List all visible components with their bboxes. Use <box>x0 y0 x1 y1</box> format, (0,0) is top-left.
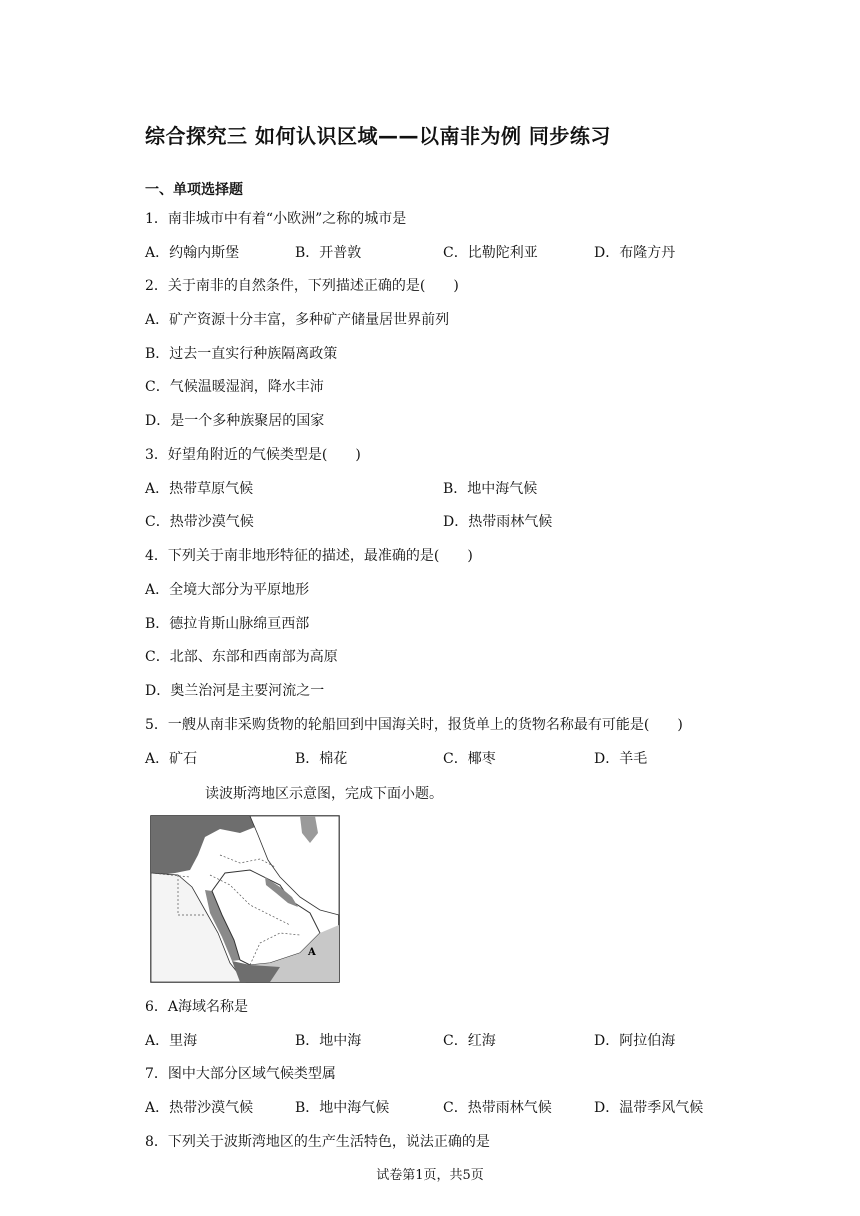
option: D．奥兰治河是主要河流之一 <box>145 683 325 699</box>
option: A．矿产资源十分丰富，多种矿产储量居世界前列 <box>145 312 450 328</box>
option: B．地中海气候 <box>443 481 538 497</box>
question-stem: 4．下列关于南非地形特征的描述，最准确的是( ) <box>145 548 473 564</box>
option: D．布隆方丹 <box>594 245 676 261</box>
option: A．全境大部分为平原地形 <box>145 582 310 598</box>
option: C．北部、东部和西南部为高原 <box>145 649 338 665</box>
question-stem: 8．下列关于波斯湾地区的生产生活特色，说法正确的是 <box>145 1134 490 1150</box>
option: A．热带沙漠气候 <box>145 1100 254 1116</box>
option: D．羊毛 <box>594 751 648 767</box>
option: D．是一个多种族聚居的国家 <box>145 413 325 429</box>
option: B．开普敦 <box>295 245 362 261</box>
question-stem: 6．A海域名称是 <box>145 999 249 1015</box>
option: A．里海 <box>145 1033 198 1049</box>
option: C．比勒陀利亚 <box>443 245 538 261</box>
option: C．椰枣 <box>443 751 496 767</box>
option: C．红海 <box>443 1033 496 1049</box>
option: B．地中海 <box>295 1033 362 1049</box>
option: C．气候温暖湿润，降水丰沛 <box>145 379 324 395</box>
option: D．温带季风气候 <box>594 1100 704 1116</box>
option: A．矿石 <box>145 751 198 767</box>
question-stem: 2．关于南非的自然条件，下列描述正确的是( ) <box>145 278 459 294</box>
option: D．阿拉伯海 <box>594 1033 676 1049</box>
option: C．热带沙漠气候 <box>145 514 254 530</box>
option: A．约翰内斯堡 <box>145 245 240 261</box>
persian-gulf-map <box>150 815 340 983</box>
option: B．地中海气候 <box>295 1100 390 1116</box>
question-stem: 5．一艘从南非采购货物的轮船回到中国海关时，报货单上的货物名称最有可能是( ) <box>145 717 683 733</box>
option: D．热带雨林气候 <box>443 514 553 530</box>
page-title: 综合探究三 如何认识区域——以南非为例 同步练习 <box>145 124 611 148</box>
question-stem: 3．好望角附近的气候类型是( ) <box>145 447 361 463</box>
option: B．过去一直实行种族隔离政策 <box>145 346 338 362</box>
option: B．德拉肯斯山脉绵亘西部 <box>145 616 310 632</box>
map-label-a: A <box>308 947 316 958</box>
page-footer: 试卷第1页，共5页 <box>376 1168 484 1183</box>
question-stem: 1．南非城市中有着“小欧洲”之称的城市是 <box>145 211 407 227</box>
reading-instruction: 读波斯湾地区示意图，完成下面小题。 <box>205 786 443 802</box>
section-heading: 一、单项选择题 <box>145 182 243 198</box>
question-stem: 7．图中大部分区域气候类型属 <box>145 1066 336 1082</box>
option: A．热带草原气候 <box>145 481 254 497</box>
option: C．热带雨林气候 <box>443 1100 552 1116</box>
option: B．棉花 <box>295 751 348 767</box>
